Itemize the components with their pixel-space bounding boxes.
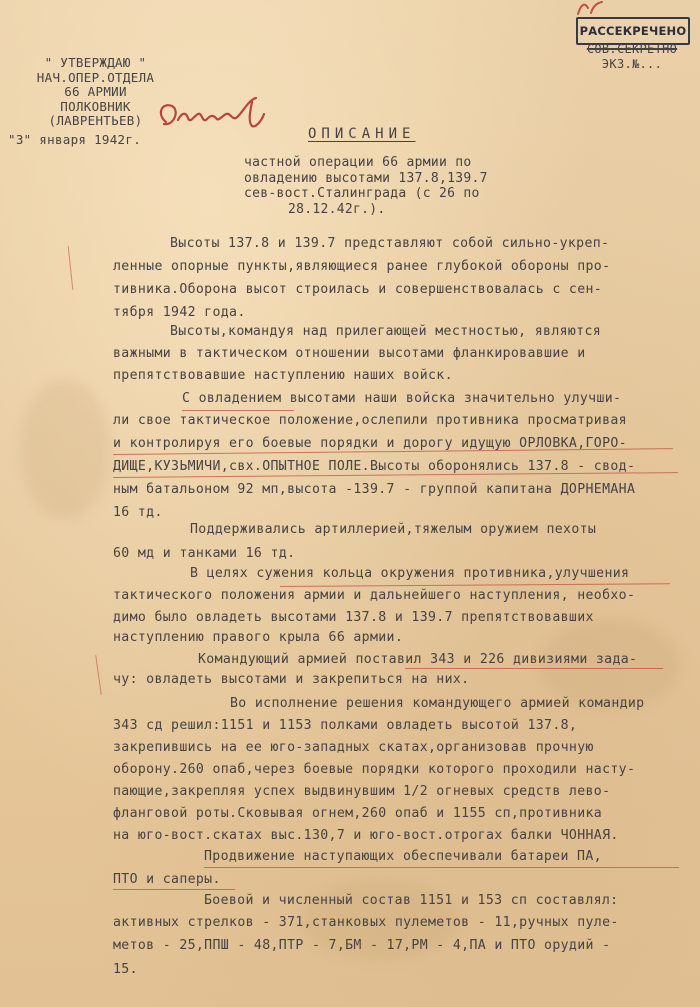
body-line: оборону.260 опаб,через боевые порядки которого проходили насту- xyxy=(113,762,636,777)
approval-line: (ЛАВРЕНТЬЕВ) xyxy=(48,113,143,128)
secrecy-marking xyxy=(572,42,692,72)
body-line: тября 1942 года. xyxy=(113,305,246,320)
red-pencil-underline xyxy=(405,668,663,669)
body-line: С овладением высотами наши войска значительно улучши- xyxy=(182,391,622,406)
body-line: препятствовавшие наступлению наших войск. xyxy=(113,368,453,383)
red-pencil-underline xyxy=(182,410,294,411)
body-line: ным батальоном 92 мп,высота -139.7 - группой капитана ДОРНЕМАНА xyxy=(113,482,636,497)
body-line: важными в тактическом отношении высотами фланкировавшие и xyxy=(113,346,586,361)
body-line: чу: овладеть высотами и закрепиться на них. xyxy=(113,672,470,687)
subtitle-line: сев-вост.Сталинграда (с 26 по xyxy=(244,186,480,201)
body-line: 16 тд. xyxy=(113,505,163,520)
body-line: Высоты,командуя над прилегающей местностью, являются xyxy=(170,324,602,339)
subtitle-line: овладению высотами 137.8,139.7 xyxy=(244,170,488,186)
body-line: наступлению правого крыла 66 армии. xyxy=(113,630,404,645)
body-line: тактического положения армии и дальнейшего наступления, необхо- xyxy=(113,588,636,603)
body-line: пающие,закрепляя успех выдвинувшим 1/2 огневых средств лево- xyxy=(113,784,611,799)
body-line: закрепившись на ее юго-западных скатах,организовав прочную xyxy=(113,740,594,755)
body-line: Продвижение наступающих обеспечивали батареи ПА, xyxy=(204,849,602,864)
body-line: Во исполнение решения командующего армией командир xyxy=(230,696,645,711)
stamp-label: РАССЕКРЕЧЕНО xyxy=(579,24,687,38)
margin-pencil-mark xyxy=(68,246,74,290)
approval-date: "3" января 1942г. xyxy=(8,131,142,147)
body-line: ПТО и саперы. xyxy=(113,872,221,887)
body-line: ленные опорные пункты,являющиеся ранее глубокой обороны про- xyxy=(113,259,611,274)
body-line: и контролируя его боевые порядки и дорогу идущую ОРЛОВКА,ГОРО- xyxy=(113,436,627,451)
signature-icon xyxy=(152,92,272,142)
margin-pencil-mark xyxy=(95,655,102,695)
subtitle-line: 28.12.42г.). xyxy=(288,201,386,217)
approval-line: ПОЛКОВНИК xyxy=(60,98,131,114)
body-line: 60 мд и танками 16 тд. xyxy=(113,546,296,561)
body-line: фланговой роты.Сковывая огнем,260 опаб и 1155 сп,противника xyxy=(113,806,603,821)
red-pencil-underline xyxy=(113,889,235,890)
paper-stain xyxy=(20,380,110,520)
body-line: 343 сд решил:1151 и 1153 полками овладеть высотой 137.8, xyxy=(113,718,578,733)
body-line: Высоты 137.8 и 139.7 представляют собой сильно-укреп- xyxy=(170,236,610,251)
body-line: на юго-вост.скатах выс.130,7 и юго-вост.отрогах балки ЧОННАЯ. xyxy=(113,828,619,843)
red-pencil-mark-icon xyxy=(575,0,605,16)
approval-line: " УТВЕРЖДАЮ " xyxy=(44,55,147,70)
secrecy-classification: СОВ.СЕКРЕТНО xyxy=(586,42,678,56)
approval-line: 66 АРМИИ xyxy=(64,84,127,99)
red-pencil-underline xyxy=(280,583,670,587)
body-line: активных стрелков - 371,станковых пулеметов - 11,ручных пуле- xyxy=(113,915,619,930)
body-line: Боевой и численный состав 1151 и 153 сп составлял: xyxy=(204,893,619,908)
body-line: тивника.Оборона высот строилась и совершенствовалась с сен- xyxy=(113,282,603,297)
document-subtitle xyxy=(244,155,488,217)
body-line: метов - 25,ППШ - 48,ПТР - 7,БМ - 17,РМ - 4,ПА и ПТО орудий - xyxy=(113,938,611,953)
body-line: Поддерживались артиллерией,тяжелым оружием пехоты xyxy=(190,522,597,537)
approval-line: НАЧ.ОПЕР.ОТДЕЛА xyxy=(36,69,155,85)
body-line: 15. xyxy=(113,962,138,977)
copy-number: ЭКЗ.№... xyxy=(601,57,663,71)
body-line: ли свое тактическое положение,ослепили противника просматривая xyxy=(113,413,627,428)
subtitle-line: частной операции 66 армии по xyxy=(244,155,472,170)
document-title: ОПИСАНИЕ xyxy=(308,126,416,142)
body-line: Командующий армией поставил 343 и 226 дивизиями зада- xyxy=(198,652,638,667)
red-pencil-underline xyxy=(204,867,679,868)
declassified-stamp xyxy=(576,17,690,45)
body-line: ДИЩЕ,КУЗЬМИЧИ,свх.ОПЫТНОЕ ПОЛЕ.Высоты оборонялись 137.8 - свод- xyxy=(113,459,636,474)
body-line: димо было овладеть высотами 137.8 и 139.7 препятствовавших xyxy=(113,610,594,625)
body-line: В целях сужения кольца окружения противника,улучшения xyxy=(190,566,630,581)
